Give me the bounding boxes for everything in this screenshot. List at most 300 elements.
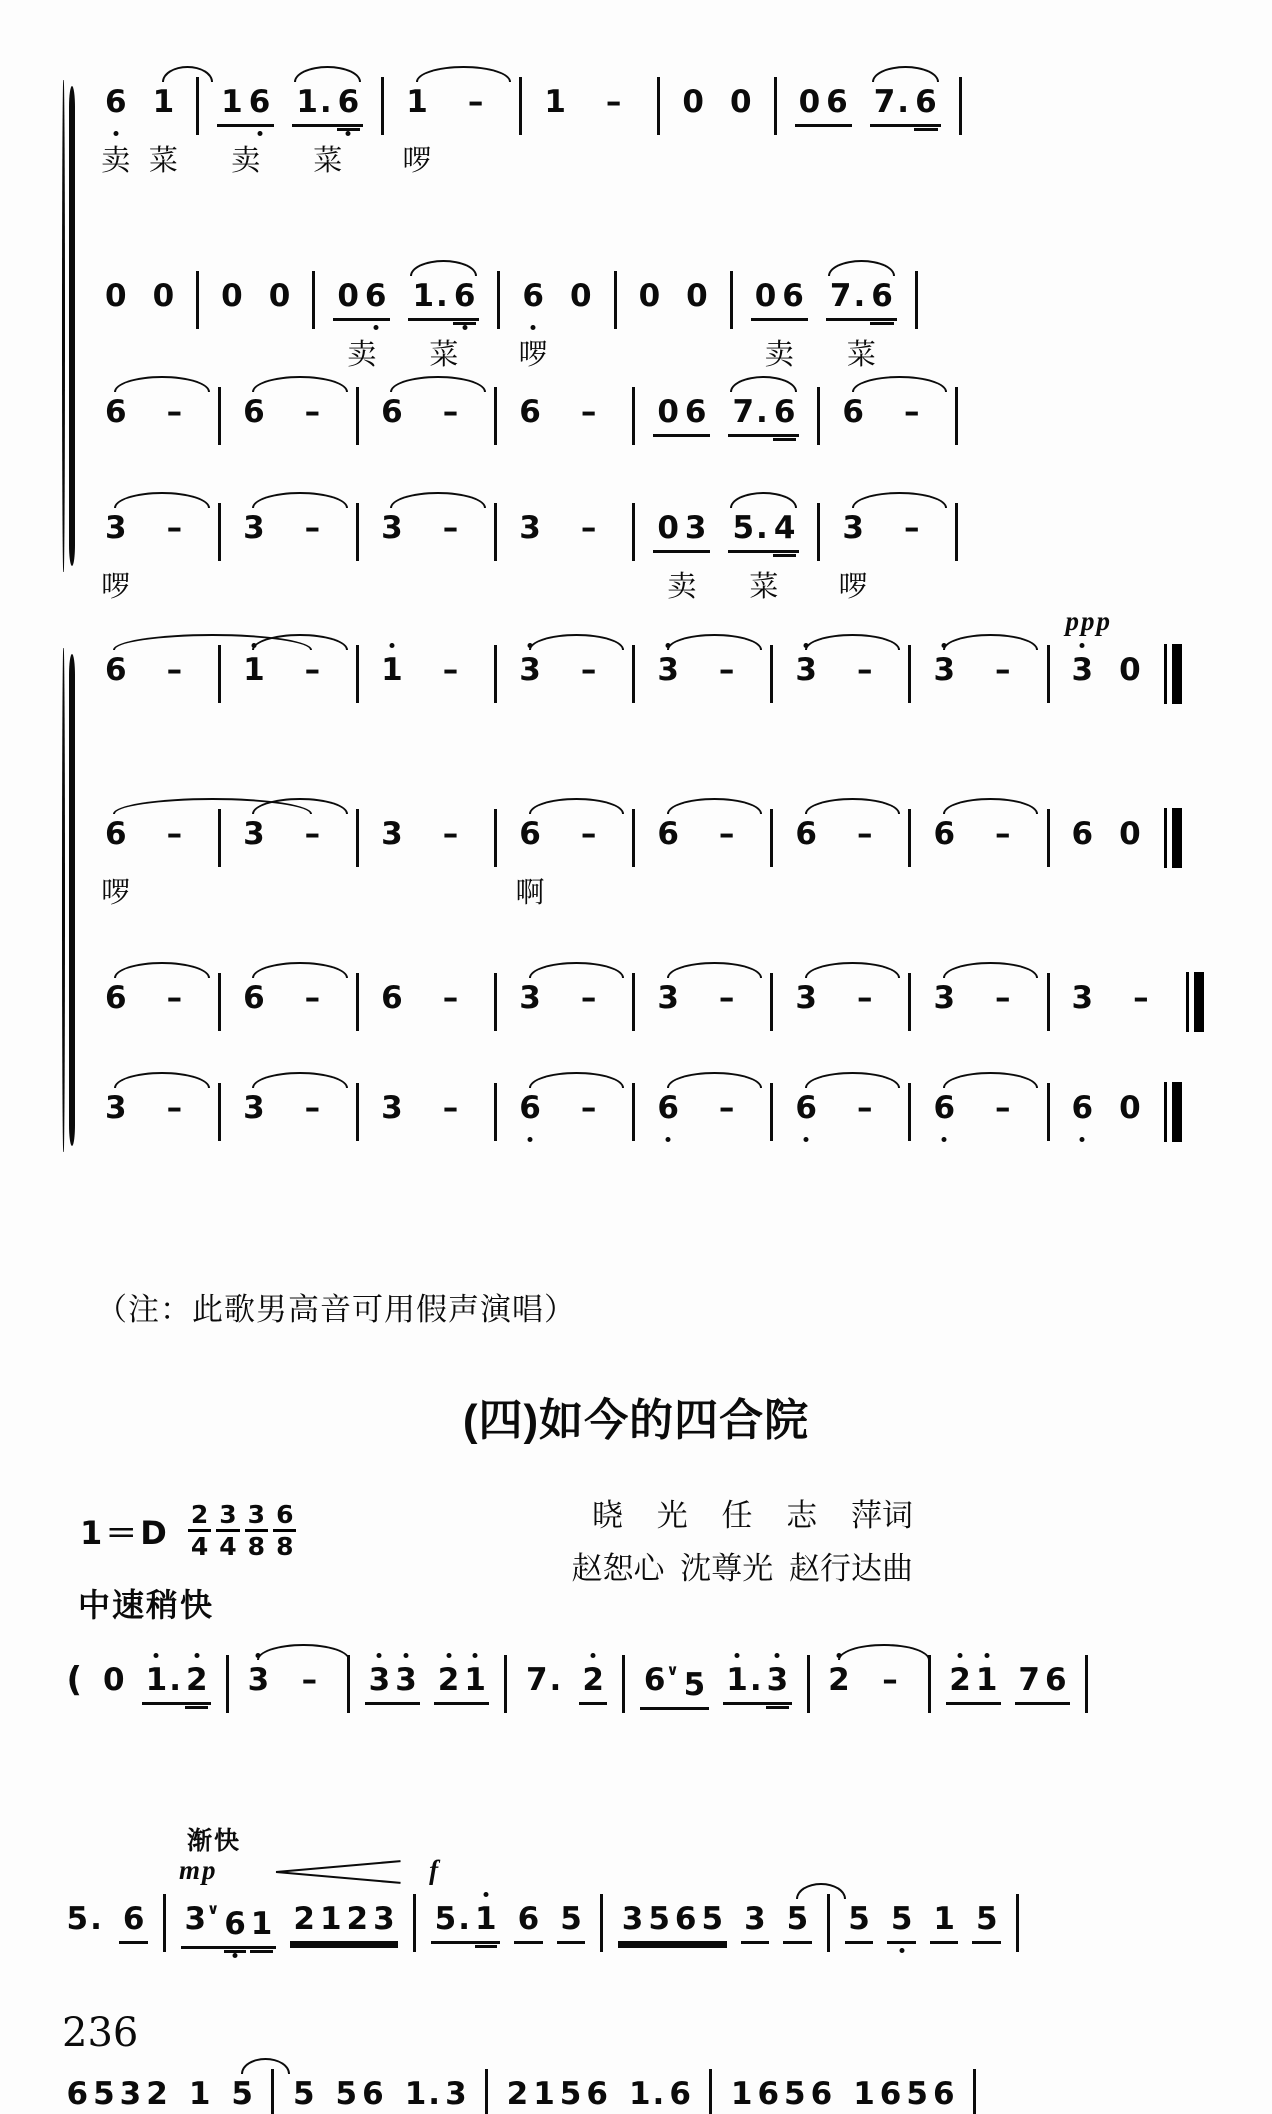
dash-continuation (868, 1662, 912, 1698)
note-group (515, 816, 545, 909)
note-digit (584, 2076, 611, 2112)
note-row (1068, 652, 1098, 695)
note-glyph: 1 (628, 2076, 651, 2112)
note-group (402, 84, 432, 177)
dash-continuation (150, 1090, 200, 1126)
note-row (557, 1901, 586, 1944)
note-row (839, 1090, 891, 1133)
note-row (149, 652, 201, 695)
barline (632, 973, 635, 1031)
note-row (566, 278, 596, 321)
note-row (795, 84, 852, 127)
note-glyph: 0 (569, 278, 592, 314)
note-row (723, 1662, 792, 1705)
meter-numerator: 3 (245, 1502, 268, 1532)
note-row (290, 1901, 398, 1944)
note-glyph: – (856, 1090, 873, 1126)
note-row (977, 816, 1029, 859)
rest-note (334, 278, 362, 314)
note-group (515, 394, 545, 437)
barline (497, 271, 500, 329)
note-glyph: – (304, 394, 321, 430)
note-row (563, 980, 615, 1023)
note-group (149, 1090, 201, 1133)
note-digit (378, 816, 406, 852)
note-glyph: – (718, 652, 735, 688)
rest-note (636, 278, 664, 314)
note-group (287, 652, 339, 695)
note-glyph: – (304, 510, 321, 546)
note-group (377, 816, 407, 859)
final-barline-thick (1172, 808, 1182, 868)
note-glyph: 6 (517, 1901, 540, 1937)
key-meter-row (80, 1502, 296, 1559)
note-group (929, 1090, 959, 1133)
tempo-annotation: 渐快 (186, 1827, 241, 1855)
note-glyph: – (580, 816, 597, 852)
note-glyph: 0 (221, 278, 243, 314)
note-glyph: 7 (732, 394, 755, 430)
dash-continuation (978, 816, 1028, 852)
barline (347, 1655, 350, 1713)
note-glyph: 1 (726, 1662, 748, 1698)
note-digit (930, 816, 958, 852)
note-group (287, 980, 339, 1023)
note-glyph: – (442, 510, 459, 546)
barline (218, 809, 221, 867)
note-digit (317, 1901, 344, 1937)
note-glyph: – (580, 652, 597, 688)
note-digit (682, 394, 710, 430)
note-digit (541, 84, 569, 120)
barline (614, 271, 617, 329)
note-glyph: 6 (773, 394, 796, 430)
note-digit (930, 1090, 958, 1126)
note-row (1115, 652, 1145, 695)
note-glyph: – (304, 1090, 321, 1126)
note-glyph: 6 (454, 278, 476, 314)
note-digit (699, 1901, 726, 1937)
note-row (838, 510, 868, 553)
dash-continuation (564, 394, 614, 430)
note-group (977, 980, 1029, 1023)
note-row (503, 2076, 611, 2114)
note-glyph: – (442, 1090, 459, 1126)
barline (632, 387, 635, 445)
note-glyph: 5 (559, 2076, 582, 2112)
note-row (929, 816, 959, 859)
note-group (185, 2076, 214, 2114)
note-digit (646, 1901, 673, 1937)
note-row (618, 1901, 726, 1944)
note-glyph: – (580, 1090, 597, 1126)
rest-note (266, 278, 294, 314)
barline (770, 645, 773, 703)
note-row (244, 1662, 273, 1705)
note-row (377, 510, 407, 553)
note-glyph: – (580, 980, 597, 1016)
dash-continuation (564, 652, 614, 688)
note-glyph: 6 (782, 278, 804, 314)
note-digit (792, 652, 820, 688)
note-group (377, 510, 407, 553)
note-glyph: 6 (1044, 1662, 1067, 1698)
note-digit (764, 1662, 791, 1698)
octave-dot-above (389, 643, 394, 648)
note-group (450, 84, 502, 127)
note-digit (293, 84, 334, 120)
note-digit (782, 2076, 809, 2112)
note-group (377, 980, 407, 1023)
note-group (101, 84, 131, 177)
note-digit (930, 980, 958, 1016)
note-digit (826, 1662, 853, 1698)
dash-continuation (589, 84, 639, 120)
rhythm-dot: . (749, 1662, 762, 1698)
octave-dot-below (257, 131, 262, 136)
note-group (101, 652, 131, 695)
note-digit (641, 1662, 681, 1703)
note-digit (619, 1901, 646, 1937)
note-glyph: ( (66, 1660, 83, 1700)
note-row (870, 84, 941, 127)
note-glyph: 2 (949, 1662, 971, 1698)
note-glyph: 6 (674, 1901, 697, 1937)
note-group (977, 816, 1029, 859)
dash-continuation (150, 652, 200, 688)
note-row (701, 816, 753, 859)
note-row (377, 816, 407, 859)
note-glyph: 1 (319, 1901, 342, 1937)
note-digit (839, 510, 867, 546)
open-paren (64, 1662, 85, 1698)
note-row (563, 394, 615, 437)
meter-numerator: 2 (188, 1502, 211, 1532)
note-group (540, 84, 570, 127)
note-row (515, 1090, 545, 1133)
note-row (217, 278, 247, 321)
barline (770, 973, 773, 1031)
note-glyph: – (580, 510, 597, 546)
dash-continuation (426, 394, 476, 430)
note-group (429, 1855, 500, 1944)
rhythm-dot: . (652, 2076, 665, 2112)
note-group (653, 1090, 683, 1133)
note-row (946, 1662, 1001, 1705)
note-group (588, 84, 640, 127)
note-digit (240, 980, 268, 1016)
dash-continuation (426, 652, 476, 688)
lyric-syllable: 菜 (749, 571, 779, 603)
note-group (839, 652, 891, 695)
note-row (563, 652, 615, 695)
barline (959, 77, 962, 135)
note-row (867, 1662, 913, 1705)
note-group (425, 652, 477, 695)
note-glyph: 4 (773, 510, 796, 546)
dash-continuation (840, 980, 890, 1016)
note-glyph: 0 (657, 510, 679, 546)
note-group (653, 510, 710, 603)
note-digit (931, 1901, 958, 1937)
note-group (101, 278, 131, 321)
barline (622, 1655, 625, 1713)
note-digit (443, 2076, 470, 2112)
note-digit (371, 1901, 398, 1937)
barline (657, 77, 660, 135)
note-glyph: – (442, 394, 459, 430)
note-glyph: – (467, 84, 484, 120)
barline (356, 387, 359, 445)
note-row (101, 980, 131, 1023)
octave-dot-below (232, 1953, 237, 1958)
system-brace (62, 86, 78, 566)
note-glyph: 2 (506, 2076, 529, 2112)
barline (632, 503, 635, 561)
note-row (1015, 1662, 1070, 1705)
note-glyph: – (995, 816, 1011, 852)
note-row (515, 510, 545, 553)
dash-continuation (564, 980, 614, 1016)
music-voice-3 (92, 394, 971, 458)
note-row (826, 278, 897, 321)
octave-dot-above (251, 643, 256, 648)
note-row (149, 510, 201, 553)
lyric-syllable: 啰 (838, 571, 868, 603)
note-group (217, 278, 247, 321)
note-row (292, 84, 363, 127)
note-group (563, 816, 615, 859)
note-digit (771, 394, 799, 430)
meter-denominator: 4 (219, 1532, 237, 1561)
note-row (653, 394, 710, 437)
note-glyph: 6 (657, 1090, 679, 1126)
octave-dot-below (804, 1137, 809, 1142)
note-glyph: – (856, 816, 873, 852)
note-group (1068, 816, 1098, 859)
note-glyph: 0 (798, 84, 821, 120)
note-glyph: 3 (519, 652, 541, 688)
note-digit (888, 1901, 915, 1937)
note-group (244, 1662, 273, 1705)
note-row (100, 1662, 129, 1705)
note-group (701, 652, 753, 695)
octave-dot-above (446, 1653, 451, 1658)
dash-continuation (702, 980, 752, 1016)
barline (1047, 1083, 1050, 1141)
note-row (239, 394, 269, 437)
barline (196, 77, 199, 135)
note-group (287, 816, 339, 859)
note-group (377, 1090, 407, 1133)
note-row (791, 1090, 821, 1133)
music-voice-2 (92, 816, 1214, 909)
barline (381, 77, 384, 135)
note-digit (729, 394, 770, 430)
note-row (540, 84, 570, 127)
note-digit (150, 84, 178, 120)
note-glyph: 6 (643, 1662, 666, 1698)
note-group (522, 1662, 564, 1705)
rest-note (727, 84, 755, 120)
note-digit (558, 1901, 585, 1937)
rhythm-dot: . (756, 394, 768, 430)
note-glyph: 7 (1018, 1662, 1040, 1698)
note-row (1115, 816, 1145, 859)
note-glyph: 1 (243, 652, 265, 688)
note-group (701, 1090, 753, 1133)
note-digit (672, 1901, 699, 1937)
note-glyph: 1 (544, 84, 566, 120)
note-digit (183, 1662, 210, 1698)
note-glyph: – (903, 510, 920, 546)
breath-mark: ∨ (666, 1661, 679, 1679)
note-row (625, 2076, 694, 2114)
note-group (653, 980, 683, 1023)
note-glyph: – (304, 652, 321, 688)
note-row (514, 1901, 543, 1944)
note-row (217, 84, 274, 127)
time-signature (273, 1502, 296, 1559)
piece-title: (四)如今的四合院 (462, 1396, 810, 1445)
note-group (287, 510, 339, 553)
note-digit (362, 278, 390, 314)
note-digit (724, 1662, 764, 1698)
note-row (402, 84, 432, 127)
note-row (333, 278, 390, 321)
note-row (401, 2076, 470, 2114)
note-glyph: 6 (105, 816, 127, 852)
note-group (563, 510, 615, 553)
note-glyph: 6 (105, 394, 127, 430)
note-glyph: 6 (915, 84, 937, 120)
octave-dot-below (373, 325, 378, 330)
note-row (515, 816, 545, 859)
note-digit (222, 1906, 249, 1942)
note-group (563, 1090, 615, 1133)
note-digit (516, 1090, 544, 1126)
dash-continuation (288, 816, 338, 852)
note-row (579, 1662, 608, 1705)
final-barline-thin (1164, 1082, 1167, 1142)
note-row (377, 980, 407, 1023)
note-row (845, 1901, 874, 1944)
rhythm-dot: . (90, 1901, 102, 1937)
barline (196, 271, 199, 329)
note-glyph: 2 (146, 2076, 168, 2112)
note-group (618, 1901, 726, 1944)
note-glyph: 3 (933, 652, 955, 688)
note-digit (516, 394, 544, 430)
note-digit (102, 1090, 130, 1126)
note-group (365, 1662, 420, 1705)
barline (413, 1894, 416, 1952)
note-group (1015, 1662, 1070, 1705)
note-row (101, 510, 131, 553)
note-row (425, 816, 477, 859)
note-row (653, 816, 683, 859)
note-glyph: 6 (105, 84, 127, 120)
lyric-syllable: 卖 (347, 339, 377, 371)
note-group (142, 1662, 211, 1705)
note-glyph: 1 (730, 2076, 753, 2112)
note-digit (240, 510, 268, 546)
melody-line-1 (56, 1662, 1272, 1713)
note-row (653, 980, 683, 1023)
rest-note (101, 1662, 128, 1698)
note-digit (102, 510, 130, 546)
rest-note (102, 278, 130, 314)
barline (770, 809, 773, 867)
note-row (101, 278, 131, 321)
note-row (640, 1662, 708, 1710)
credits (545, 1490, 913, 1588)
note-group (239, 816, 269, 859)
note-glyph: 2 (438, 1662, 460, 1698)
note-digit (102, 816, 130, 852)
note-digit (973, 1901, 1000, 1937)
note-digit (523, 1662, 563, 1698)
note-row (425, 394, 477, 437)
note-group (635, 278, 665, 321)
barline (356, 503, 359, 561)
note-group (377, 652, 407, 695)
note-glyph: 3 (519, 510, 541, 546)
dash-continuation (288, 1662, 332, 1698)
note-group (377, 394, 407, 437)
note-glyph: 5 (335, 2076, 358, 2112)
note-digit (291, 1901, 318, 1937)
note-glyph: 6 (66, 2076, 89, 2112)
note-group (653, 394, 710, 437)
melody-line-2 (56, 1827, 1272, 1952)
barline (827, 1894, 830, 1952)
note-digit (248, 1906, 275, 1942)
note-row (653, 652, 683, 695)
rest-note (683, 278, 711, 314)
note-digit (771, 510, 799, 546)
note-row (365, 1662, 420, 1705)
note-group (723, 1662, 792, 1705)
barline (908, 809, 911, 867)
barline (774, 77, 777, 135)
lyric-syllable: 菜 (313, 145, 343, 177)
barline (485, 2069, 488, 2114)
dash-continuation (426, 980, 476, 1016)
dash-continuation (702, 652, 752, 688)
note-glyph: – (995, 980, 1011, 1016)
note-row (678, 84, 708, 127)
note-glyph: 3 (744, 1901, 766, 1937)
note-digit (515, 1901, 542, 1937)
note-glyph: 5 (906, 2076, 928, 2112)
note-row (142, 1662, 211, 1705)
note-glyph: – (442, 816, 459, 852)
note-group (239, 980, 269, 1023)
octave-dot-above (194, 1653, 199, 1658)
note-row (1115, 980, 1167, 1023)
barline (504, 1655, 507, 1713)
note-group (239, 1090, 269, 1133)
note-row (977, 980, 1029, 1023)
note-group (563, 394, 615, 437)
note-glyph: – (856, 980, 873, 1016)
note-digit (654, 816, 682, 852)
note-digit (681, 1667, 708, 1703)
note-digit (1069, 980, 1097, 1016)
final-barline-thin (1164, 808, 1167, 868)
note-group (149, 394, 201, 437)
